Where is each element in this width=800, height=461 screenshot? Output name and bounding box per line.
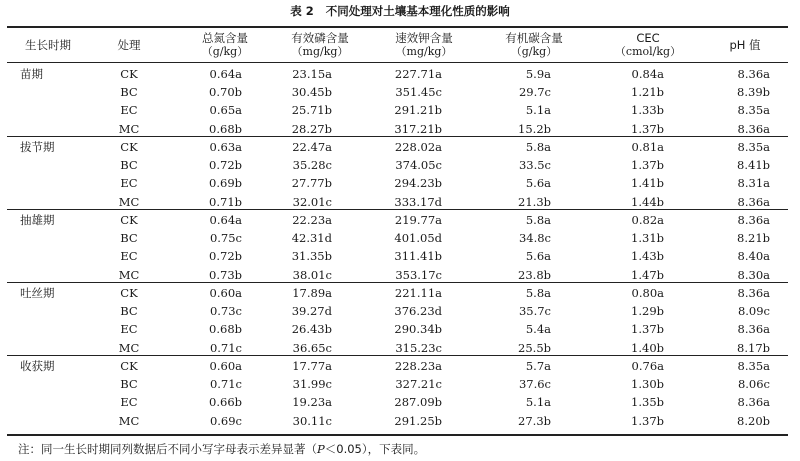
cec-cell: 1.37b: [631, 121, 664, 136]
header-organic-carbon: 有机碳含量 （g/kg）: [505, 30, 563, 58]
group-divider: [7, 282, 788, 283]
treatment-cell: CK: [120, 67, 138, 81]
organic-carbon-cell: 5.6a: [525, 176, 551, 191]
ph-cell: 8.41b: [737, 158, 770, 173]
ph-cell: 8.40a: [737, 249, 770, 264]
available-phosphorus-cell: 19.23a: [292, 395, 332, 410]
available-potassium-cell: 227.71a: [394, 67, 442, 81]
table-row: [0, 375, 800, 393]
cec-cell: 1.29b: [631, 304, 664, 319]
available-phosphorus-cell: 17.77a: [292, 359, 332, 373]
ph-cell: 8.35a: [737, 359, 770, 373]
organic-carbon-cell: 35.7c: [518, 304, 551, 319]
treatment-cell: MC: [118, 194, 140, 209]
header-cec: CEC （cmol/kg）: [614, 30, 682, 58]
table-row: [0, 83, 800, 101]
available-potassium-cell: 287.09b: [394, 395, 442, 410]
treatment-cell: MC: [118, 413, 140, 428]
available-phosphorus-cell: 35.28c: [292, 158, 332, 173]
cec-cell: 1.43b: [631, 249, 664, 264]
available-phosphorus-cell: 36.65c: [292, 340, 332, 355]
table-row: [0, 211, 800, 229]
cec-cell: 1.33b: [631, 103, 664, 118]
organic-carbon-cell: 5.8a: [525, 213, 551, 227]
table-row: [0, 138, 800, 156]
cec-cell: 1.41b: [631, 176, 664, 191]
period-label: 苗期: [20, 67, 43, 81]
available-potassium-cell: 219.77a: [394, 213, 442, 227]
treatment-cell: BC: [120, 158, 138, 173]
bottom-rule: [7, 434, 788, 436]
total-nitrogen-cell: 0.71c: [209, 340, 242, 355]
organic-carbon-cell: 15.2b: [518, 121, 551, 136]
table-row: [0, 266, 800, 284]
total-nitrogen-cell: 0.65a: [209, 103, 242, 118]
table-row: [0, 412, 800, 430]
total-nitrogen-cell: 0.69b: [209, 176, 242, 191]
ph-cell: 8.17b: [737, 340, 770, 355]
group-divider: [7, 209, 788, 210]
available-phosphorus-cell: 38.01c: [292, 267, 332, 282]
period-label: 收获期: [20, 359, 55, 373]
available-phosphorus-cell: 30.45b: [291, 85, 332, 100]
ph-cell: 8.21b: [737, 231, 770, 246]
treatment-cell: BC: [120, 85, 138, 100]
treatment-cell: BC: [120, 377, 138, 392]
available-potassium-cell: 294.23b: [394, 176, 442, 191]
table-row: [0, 101, 800, 119]
available-potassium-cell: 376.23d: [394, 304, 442, 319]
table-row: [0, 65, 800, 83]
total-nitrogen-cell: 0.66b: [209, 395, 242, 410]
organic-carbon-cell: 5.9a: [525, 67, 551, 81]
ph-cell: 8.36a: [737, 213, 770, 227]
available-potassium-cell: 327.21c: [395, 377, 442, 392]
ph-cell: 8.30a: [737, 267, 770, 282]
available-potassium-cell: 290.34b: [394, 322, 442, 337]
organic-carbon-cell: 5.1a: [525, 103, 551, 118]
table-row: [0, 247, 800, 265]
organic-carbon-cell: 21.3b: [518, 194, 551, 209]
total-nitrogen-cell: 0.72b: [209, 249, 242, 264]
treatment-cell: BC: [120, 304, 138, 319]
cec-cell: 1.40b: [631, 340, 664, 355]
available-potassium-cell: 291.25b: [394, 413, 442, 428]
organic-carbon-cell: 27.3b: [518, 413, 551, 428]
header-available-potassium: 速效钾含量 （mg/kg）: [395, 30, 453, 58]
ph-cell: 8.36a: [737, 322, 770, 337]
available-phosphorus-cell: 31.35b: [291, 249, 332, 264]
header-treatment: 处理: [117, 37, 141, 52]
ph-cell: 8.09c: [737, 304, 770, 319]
available-potassium-cell: 401.05d: [394, 231, 442, 246]
group-divider: [7, 355, 788, 356]
organic-carbon-cell: 37.6c: [518, 377, 551, 392]
treatment-cell: CK: [120, 213, 138, 227]
total-nitrogen-cell: 0.75c: [209, 231, 242, 246]
available-phosphorus-cell: 27.77b: [291, 176, 332, 191]
ph-cell: 8.20b: [737, 413, 770, 428]
total-nitrogen-cell: 0.63a: [209, 140, 242, 154]
ph-cell: 8.36a: [737, 194, 770, 209]
ph-cell: 8.06c: [737, 377, 770, 392]
available-phosphorus-cell: 31.99c: [292, 377, 332, 392]
table-row: [0, 174, 800, 192]
total-nitrogen-cell: 0.72b: [209, 158, 242, 173]
table-row: [0, 156, 800, 174]
total-nitrogen-cell: 0.68b: [209, 322, 242, 337]
available-potassium-cell: 221.11a: [394, 286, 442, 300]
available-potassium-cell: 333.17d: [394, 194, 442, 209]
cec-cell: 1.47b: [631, 267, 664, 282]
cec-cell: 0.84a: [631, 67, 664, 81]
organic-carbon-cell: 5.7a: [525, 359, 551, 373]
treatment-cell: MC: [118, 340, 140, 355]
organic-carbon-cell: 23.8b: [518, 267, 551, 282]
cec-cell: 1.21b: [631, 85, 664, 100]
treatment-cell: MC: [118, 121, 140, 136]
total-nitrogen-cell: 0.71b: [209, 194, 242, 209]
period-label: 吐丝期: [20, 286, 55, 300]
total-nitrogen-cell: 0.64a: [209, 213, 242, 227]
available-potassium-cell: 374.05c: [395, 158, 442, 173]
available-potassium-cell: 228.02a: [394, 140, 442, 154]
cec-cell: 0.76a: [631, 359, 664, 373]
ph-cell: 8.36a: [737, 121, 770, 136]
caption-label: 表 2: [290, 4, 314, 18]
table-row: [0, 393, 800, 411]
treatment-cell: EC: [120, 176, 138, 191]
table-header: [0, 28, 800, 61]
available-phosphorus-cell: 39.27d: [291, 304, 332, 319]
table-row: [0, 120, 800, 138]
available-potassium-cell: 315.23c: [395, 340, 442, 355]
total-nitrogen-cell: 0.69c: [209, 413, 242, 428]
organic-carbon-cell: 5.6a: [525, 249, 551, 264]
cec-cell: 1.37b: [631, 158, 664, 173]
table-row: [0, 320, 800, 338]
available-phosphorus-cell: 25.71b: [291, 103, 332, 118]
total-nitrogen-cell: 0.68b: [209, 121, 242, 136]
available-phosphorus-cell: 22.47a: [292, 140, 332, 154]
header-available-phosphorus: 有效磷含量 （mg/kg）: [291, 30, 349, 58]
ph-cell: 8.31a: [737, 176, 770, 191]
available-phosphorus-cell: 26.43b: [291, 322, 332, 337]
total-nitrogen-cell: 0.73c: [209, 304, 242, 319]
organic-carbon-cell: 25.5b: [518, 340, 551, 355]
available-potassium-cell: 353.17c: [395, 267, 442, 282]
treatment-cell: BC: [120, 231, 138, 246]
available-phosphorus-cell: 32.01c: [292, 194, 332, 209]
organic-carbon-cell: 5.8a: [525, 286, 551, 300]
organic-carbon-cell: 5.8a: [525, 140, 551, 154]
treatment-cell: EC: [120, 395, 138, 410]
table-row: [0, 357, 800, 375]
table-row: [0, 284, 800, 302]
period-label: 拔节期: [20, 140, 55, 154]
ph-cell: 8.35a: [737, 140, 770, 154]
organic-carbon-cell: 5.4a: [525, 322, 551, 337]
available-phosphorus-cell: 17.89a: [292, 286, 332, 300]
available-potassium-cell: 351.45c: [395, 85, 442, 100]
treatment-cell: EC: [120, 322, 138, 337]
total-nitrogen-cell: 0.71c: [209, 377, 242, 392]
cec-cell: 1.37b: [631, 322, 664, 337]
cec-cell: 1.35b: [631, 395, 664, 410]
available-phosphorus-cell: 42.31d: [291, 231, 332, 246]
caption-title: 不同处理对土壤基本理化性质的影响: [325, 4, 510, 18]
treatment-cell: CK: [120, 140, 138, 154]
treatment-cell: CK: [120, 359, 138, 373]
group-divider: [7, 136, 788, 137]
ph-cell: 8.36a: [737, 67, 770, 81]
available-potassium-cell: 311.41b: [394, 249, 442, 264]
cec-cell: 1.37b: [631, 413, 664, 428]
table-row: [0, 302, 800, 320]
treatment-cell: CK: [120, 286, 138, 300]
total-nitrogen-cell: 0.60a: [209, 286, 242, 300]
organic-carbon-cell: 29.7c: [518, 85, 551, 100]
ph-cell: 8.35a: [737, 103, 770, 118]
header-period: 生长时期: [25, 37, 71, 52]
table-row: [0, 229, 800, 247]
available-potassium-cell: 228.23a: [394, 359, 442, 373]
ph-cell: 8.39b: [737, 85, 770, 100]
available-phosphorus-cell: 22.23a: [292, 213, 332, 227]
total-nitrogen-cell: 0.60a: [209, 359, 242, 373]
treatment-cell: EC: [120, 249, 138, 264]
total-nitrogen-cell: 0.64a: [209, 67, 242, 81]
table-caption: [0, 3, 800, 19]
treatment-cell: EC: [120, 103, 138, 118]
available-phosphorus-cell: 28.27b: [291, 121, 332, 136]
table-note: 注：同一生长时期同列数据后不同小写字母表示差异显著（P＜0.05），下表同。: [18, 442, 426, 456]
ph-cell: 8.36a: [737, 286, 770, 300]
ph-cell: 8.36a: [737, 395, 770, 410]
available-phosphorus-cell: 23.15a: [292, 67, 332, 81]
cec-cell: 0.81a: [631, 140, 664, 154]
organic-carbon-cell: 33.5c: [518, 158, 551, 173]
cec-cell: 1.31b: [631, 231, 664, 246]
available-potassium-cell: 291.21b: [394, 103, 442, 118]
available-phosphorus-cell: 30.11c: [292, 413, 332, 428]
organic-carbon-cell: 34.8c: [518, 231, 551, 246]
cec-cell: 0.80a: [631, 286, 664, 300]
period-label: 抽雄期: [20, 213, 55, 227]
total-nitrogen-cell: 0.70b: [209, 85, 242, 100]
treatment-cell: MC: [118, 267, 140, 282]
header-ph: pH 值: [729, 37, 761, 52]
cec-cell: 1.44b: [631, 194, 664, 209]
header-rule: [7, 62, 788, 63]
cec-cell: 1.30b: [631, 377, 664, 392]
available-potassium-cell: 317.21b: [394, 121, 442, 136]
cec-cell: 0.82a: [631, 213, 664, 227]
table-row: [0, 339, 800, 357]
header-total-nitrogen: 总氮含量 （g/kg）: [201, 30, 249, 58]
table-row: [0, 193, 800, 211]
organic-carbon-cell: 5.1a: [525, 395, 551, 410]
total-nitrogen-cell: 0.73b: [209, 267, 242, 282]
